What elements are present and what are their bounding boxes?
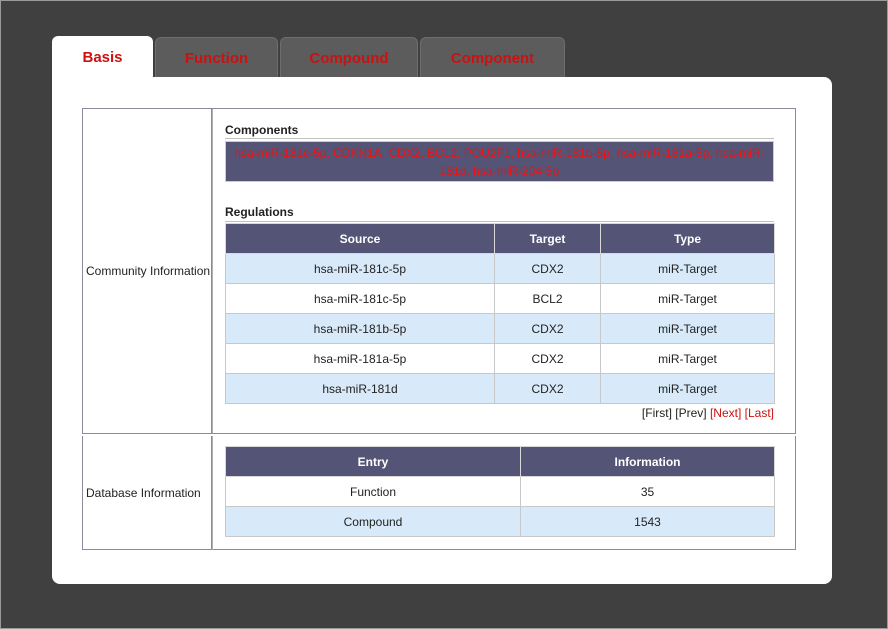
target-cell: CDX2: [495, 254, 601, 284]
column-header-information[interactable]: Information: [521, 447, 775, 477]
table-row: [226, 284, 775, 314]
row-divider: [82, 433, 796, 434]
entry-cell: Function: [226, 477, 521, 507]
column-header-entry[interactable]: Entry: [226, 447, 521, 477]
components-title: Components: [225, 123, 299, 137]
type-cell: miR-Target: [601, 284, 775, 314]
pager-last-link[interactable]: [Last]: [744, 406, 774, 420]
column-header-source[interactable]: Source: [226, 224, 495, 254]
type-cell: miR-Target: [601, 344, 775, 374]
target-cell: CDX2: [495, 314, 601, 344]
source-cell: hsa-miR-181c-5p: [226, 254, 495, 284]
table-row: [226, 374, 775, 404]
community-label-text: Community Information: [86, 264, 211, 278]
table-row: [226, 254, 775, 284]
source-cell: hsa-miR-181a-5p: [226, 344, 495, 374]
community-information-content: [212, 109, 796, 433]
table-row: [226, 344, 775, 374]
regulations-title: Regulations: [225, 205, 294, 219]
source-cell: hsa-miR-181b-5p: [226, 314, 495, 344]
pager-prev: [Prev]: [675, 406, 707, 420]
target-cell: CDX2: [495, 344, 601, 374]
type-cell: miR-Target: [601, 374, 775, 404]
info-table: [82, 108, 796, 550]
database-table: [225, 446, 775, 537]
pagination: [642, 406, 774, 420]
pager-next-link[interactable]: [Next]: [709, 406, 742, 420]
entry-cell: Compound: [226, 507, 521, 537]
type-cell: miR-Target: [601, 254, 775, 284]
database-information-content: [212, 436, 796, 550]
source-cell: hsa-miR-181c-5p: [226, 284, 495, 314]
database-information-label: [82, 436, 212, 550]
type-cell: miR-Target: [601, 314, 775, 344]
database-label-text: Database Information: [86, 486, 201, 500]
information-cell: 35: [521, 477, 775, 507]
target-cell: CDX2: [495, 374, 601, 404]
table-row: [226, 507, 775, 537]
tab-basis[interactable]: Basis: [52, 36, 153, 78]
regulations-divider: [225, 221, 774, 222]
tab-compound[interactable]: Compound: [280, 37, 418, 78]
community-information-label: [82, 109, 212, 433]
target-cell: BCL2: [495, 284, 601, 314]
components-divider: [225, 138, 774, 139]
components-list: hsa-miR-181c-5p, CDKN1A, CDX2, BCL2, POU2F1, hsa-miR-181b-5p, hsa-miR-181a-5p, hsa-miR-181d, hsa-miR-204-5p: [225, 141, 774, 182]
source-cell: hsa-miR-181d: [226, 374, 495, 404]
regulations-table: [225, 223, 775, 404]
column-header-type[interactable]: Type: [601, 224, 775, 254]
tab-function[interactable]: Function: [155, 37, 278, 78]
table-row: [226, 314, 775, 344]
information-cell: 1543: [521, 507, 775, 537]
tab-component[interactable]: Component: [420, 37, 565, 78]
column-header-target[interactable]: Target: [495, 224, 601, 254]
table-row: [226, 477, 775, 507]
pager-first: [First]: [641, 406, 672, 420]
